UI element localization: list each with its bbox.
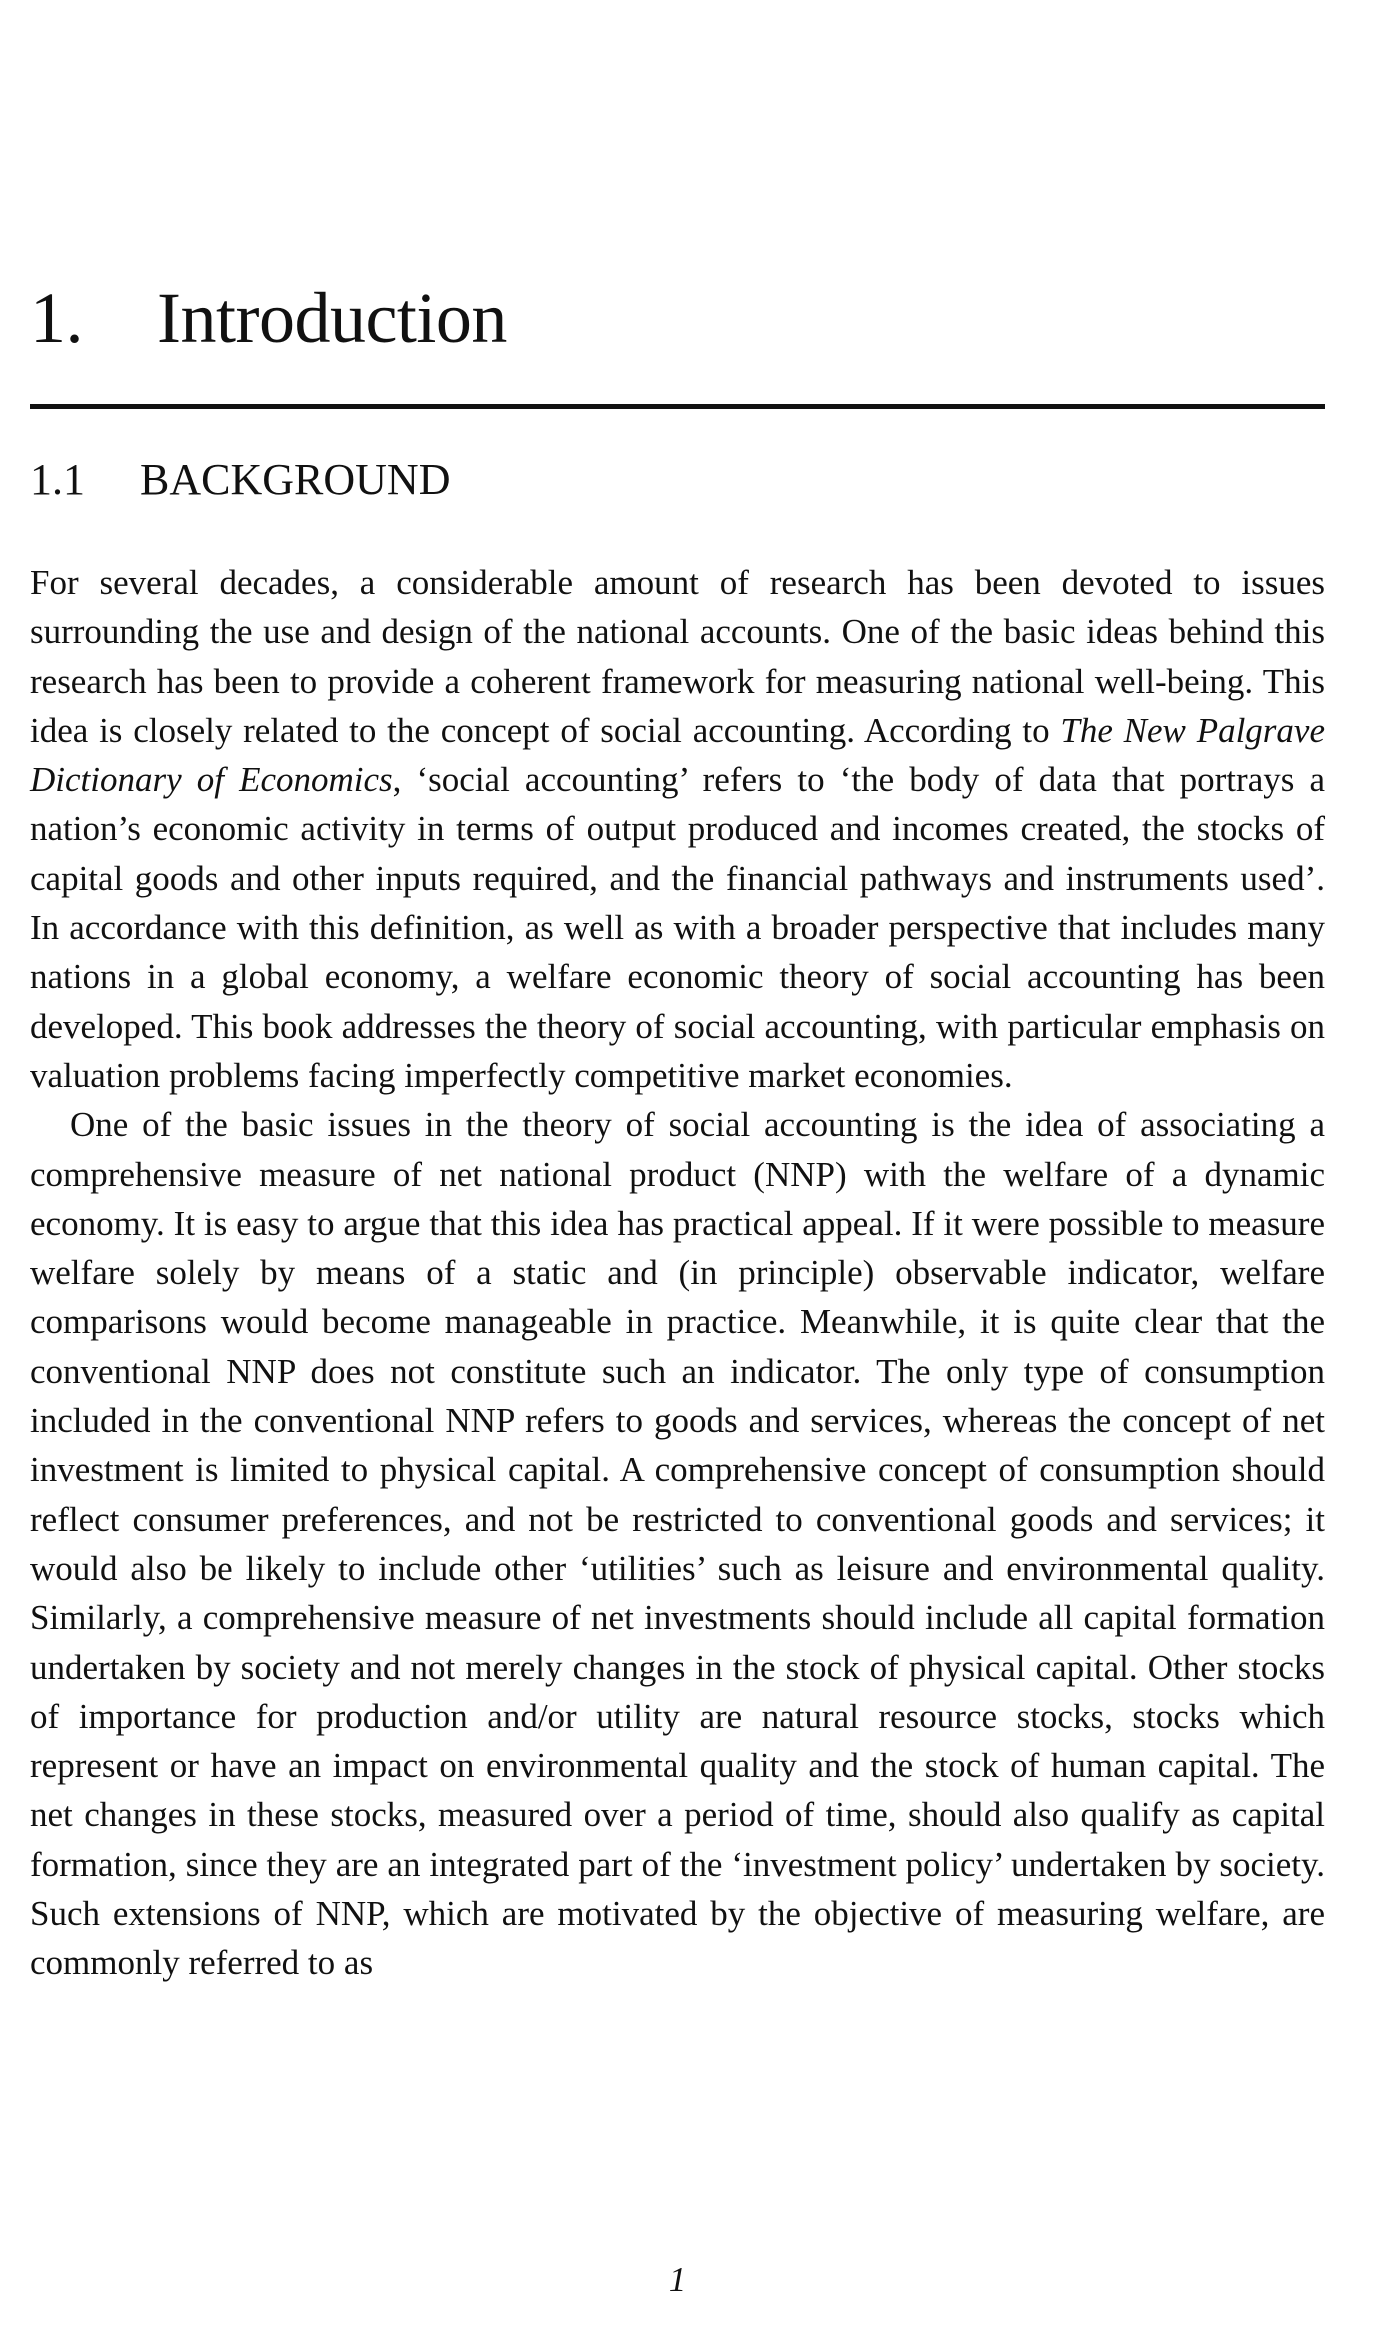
chapter-number: 1. — [30, 278, 83, 358]
section-heading — [30, 455, 451, 504]
chapter-title-text: Introduction — [157, 278, 507, 358]
paragraph-1 — [30, 558, 1325, 1100]
paragraph-1-part-2: , ‘social accounting’ refers to ‘the body of data that portrays a nation’s economic activity in terms of output produced and incomes created, the stocks of capital goods and other inputs required, and the financial pathways and instruments used’. In accordance with this definition, as well as with a broader perspective that includes many nations in a global economy, a welfare economic theory of social accounting has been developed. This book addresses the theory of social accounting, with particular emphasis on valuation problems facing imperfectly competitive market economies. — [30, 760, 1325, 1095]
book-page — [30, 0, 1325, 2346]
page-number: 1 — [668, 2260, 687, 2299]
chapter-title — [30, 278, 507, 358]
paragraph-2: One of the basic issues in the theory of social accounting is the idea of associating a comprehensive measure of net national product (NNP) with the welfare of a dynamic economy. It is easy to argue that this idea has practical appeal. If it were possible to measure welfare solely by means of a static and (in principle) observable indicator, welfare comparisons would become manageable in practice. Meanwhile, it is quite clear that the conventional NNP does not constitute such an indicator. The only type of consumption included in the conventional NNP refers to goods and services, whereas the concept of net investment is limited to physical capital. A comprehensive concept of consumption should reflect consumer preferences, and not be restricted to conventional goods and services; it would also be likely to include other ‘utilities’ such as leisure and environmental quality. Similarly, a comprehensive measure of net investments should include all capital formation undertaken by society and not merely changes in the stock of physical capital. Other stocks of importance for production and/or utility are natural resource stocks, stocks which represent or have an impact on environmental quality and the stock of human capital. The net changes in these stocks, measured over a period of time, should also qualify as capital formation, since they are an integrated part of the ‘investment policy’ undertaken by society. Such extensions of NNP, which are motivated by the objective of measuring welfare, are commonly referred to as — [30, 1105, 1325, 1983]
book-title: The New Palgrave Dictionary of Economics — [30, 710, 1325, 800]
section-number: 1.1 — [30, 455, 85, 504]
paragraph-1-part-1: For several decades, a considerable amount of research has been devoted to issues surrounding the use and design of the national accounts. One of the basic ideas behind this research has been to provide a coherent framework for measuring national well-being. This idea is closely related to the concept of social accounting. According to — [30, 563, 1325, 750]
body-text — [30, 558, 1325, 1988]
chapter-divider — [30, 404, 1325, 409]
section-title-text: BACKGROUND — [140, 455, 451, 504]
